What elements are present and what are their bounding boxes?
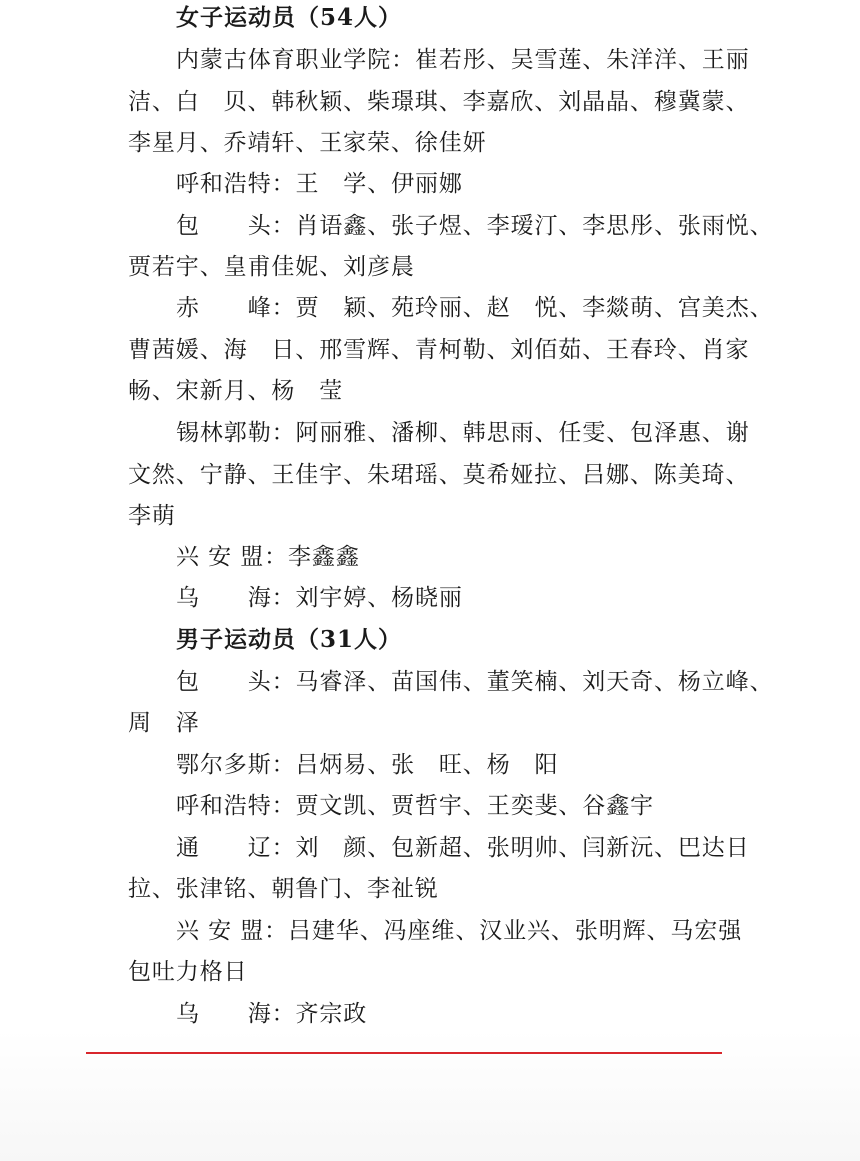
list-line: 包吐力格日	[128, 959, 248, 985]
list-line: 呼和浩特：王 学、伊丽娜	[176, 171, 463, 197]
women-heading: 女子运动员（54人）	[176, 4, 403, 31]
list-line: 兴 安 盟：李鑫鑫	[176, 544, 360, 570]
list-line: 包 头：肖语鑫、张子煜、李瑷汀、李思彤、张雨悦、	[176, 213, 774, 239]
list-line: 贾若宇、皇甫佳妮、刘彦晨	[128, 254, 415, 280]
list-line: 兴 安 盟：吕建华、冯座维、汉业兴、张明辉、马宏强	[176, 918, 743, 944]
list-line: 内蒙古体育职业学院：崔若彤、吴雪莲、朱洋洋、王丽	[176, 47, 750, 73]
men-heading: 男子运动员（31人）	[176, 626, 403, 653]
list-line: 畅、宋新月、杨 莹	[128, 378, 344, 404]
list-line: 李萌	[128, 503, 176, 529]
list-line: 乌 海：齐宗政	[176, 1001, 368, 1027]
list-line: 赤 峰：贾 颖、苑玲丽、赵 悦、李燚萌、宫美杰、	[176, 295, 774, 321]
red-divider-line	[86, 1052, 722, 1054]
list-line: 包 头：马睿泽、苗国伟、董笑楠、刘天奇、杨立峰、	[176, 669, 774, 695]
list-line: 文然、宁静、王佳宇、朱珺瑶、莫希娅拉、吕娜、陈美琦、	[128, 462, 750, 488]
list-line: 李星月、乔靖轩、王家荣、徐佳妍	[128, 130, 487, 156]
list-line: 呼和浩特：贾文凯、贾哲宇、王奕斐、谷鑫宇	[176, 793, 654, 819]
list-line: 曹茜媛、海 日、邢雪辉、青柯勒、刘佰茹、王春玲、肖家	[128, 337, 750, 363]
list-line: 通 辽：刘 颜、包新超、张明帅、闫新沅、巴达日	[176, 835, 750, 861]
list-line: 锡林郭勒：阿丽雅、潘柳、韩思雨、任雯、包泽惠、谢	[176, 420, 750, 446]
list-line: 洁、白 贝、韩秋颖、柴璟琪、李嘉欣、刘晶晶、穆冀蒙、	[128, 89, 750, 115]
page-bottom-shade	[0, 1030, 860, 1161]
list-line: 拉、张津铭、朝鲁门、李祉锐	[128, 876, 439, 902]
list-line: 乌 海：刘宇婷、杨晓丽	[176, 585, 463, 611]
list-line: 周 泽	[128, 710, 200, 736]
list-line: 鄂尔多斯：吕炳易、张 旺、杨 阳	[176, 752, 559, 778]
